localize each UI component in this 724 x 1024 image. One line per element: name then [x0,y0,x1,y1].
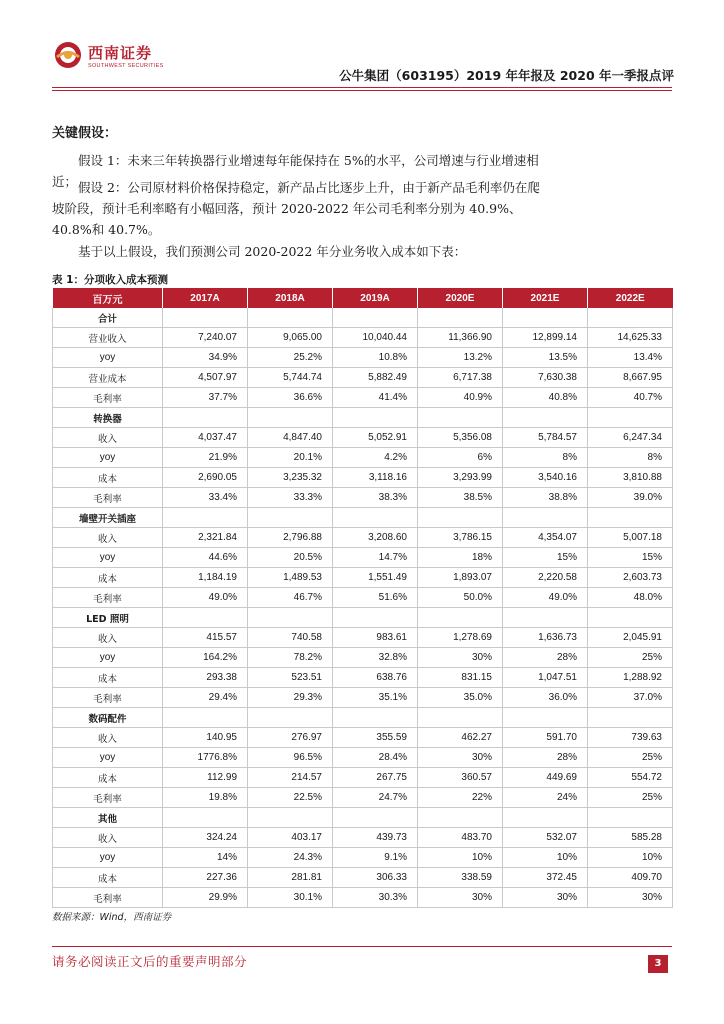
table-row [53,388,673,408]
value-cell: 324.24 [163,828,248,848]
table-row [53,768,673,788]
value-cell [418,408,503,428]
value-cell: 25% [588,788,673,808]
value-cell: 5,784.57 [503,428,588,448]
value-cell: 1776.8% [163,748,248,768]
value-cell: 3,118.16 [333,468,418,488]
footer-divider [52,946,672,947]
value-cell: 14.7% [333,548,418,568]
row-label-cell: 收入 [53,428,163,448]
table-row [53,648,673,668]
value-cell [588,408,673,428]
value-cell: 483.70 [418,828,503,848]
value-cell: 439.73 [333,828,418,848]
assumption-1: 假设 1：未来三年转换器行业增速每年能保持在 5%的水平，公司增速与行业增速相近； [52,153,539,189]
value-cell: 14% [163,848,248,868]
value-cell [503,508,588,528]
value-cell: 15% [503,548,588,568]
value-cell: 4.2% [333,448,418,468]
value-cell: 32.8% [333,648,418,668]
value-cell [163,808,248,828]
value-cell: 164.2% [163,648,248,668]
value-cell: 10,040.44 [333,328,418,348]
value-cell: 38.8% [503,488,588,508]
value-cell [418,508,503,528]
value-cell: 30.1% [248,888,333,908]
row-label-cell: 收入 [53,728,163,748]
value-cell [588,808,673,828]
value-cell: 40.9% [418,388,503,408]
value-cell: 7,240.07 [163,328,248,348]
value-cell: 40.7% [588,388,673,408]
value-cell: 2,796.88 [248,528,333,548]
value-cell: 554.72 [588,768,673,788]
value-cell: 29.3% [248,688,333,708]
value-cell: 40.8% [503,388,588,408]
table-header-cell: 2018A [248,288,333,308]
value-cell [163,708,248,728]
value-cell: 25% [588,748,673,768]
table-row [53,628,673,648]
logo-text-en: SOUTHWEST SECURITIES [88,63,164,69]
row-label-cell: 成本 [53,668,163,688]
table-row [53,888,673,908]
value-cell: 276.97 [248,728,333,748]
value-cell [503,708,588,728]
value-cell: 78.2% [248,648,333,668]
table-section-row [53,508,673,528]
value-cell: 24% [503,788,588,808]
value-cell [163,608,248,628]
value-cell: 3,786.15 [418,528,503,548]
value-cell: 30% [588,888,673,908]
value-cell: 2,321.84 [163,528,248,548]
value-cell [588,708,673,728]
value-cell: 10% [588,848,673,868]
table-header-cell: 2021E [503,288,588,308]
value-cell [333,508,418,528]
value-cell: 19.8% [163,788,248,808]
value-cell: 39.0% [588,488,673,508]
value-cell: 6% [418,448,503,468]
table-row [53,348,673,368]
value-cell: 6,247.34 [588,428,673,448]
value-cell: 8% [588,448,673,468]
value-cell: 48.0% [588,588,673,608]
value-cell: 34.9% [163,348,248,368]
table-row [53,728,673,748]
row-label-cell: 数码配件 [53,708,163,728]
header-divider [52,87,672,88]
value-cell: 9,065.00 [248,328,333,348]
value-cell: 10.8% [333,348,418,368]
value-cell: 20.1% [248,448,333,468]
value-cell: 22% [418,788,503,808]
value-cell: 1,288.92 [588,668,673,688]
value-cell: 1,636.73 [503,628,588,648]
row-label-cell: 成本 [53,468,163,488]
value-cell: 46.7% [248,588,333,608]
value-cell: 3,540.16 [503,468,588,488]
value-cell: 41.4% [333,388,418,408]
value-cell [503,408,588,428]
row-label-cell: 收入 [53,628,163,648]
table-row [53,748,673,768]
value-cell: 523.51 [248,668,333,688]
logo-emblem-icon [53,40,83,70]
value-cell: 293.38 [163,668,248,688]
value-cell: 10% [418,848,503,868]
value-cell: 8,667.95 [588,368,673,388]
value-cell: 10% [503,848,588,868]
row-label-cell: 成本 [53,868,163,888]
value-cell: 30% [418,648,503,668]
value-cell: 30% [418,888,503,908]
value-cell: 20.5% [248,548,333,568]
value-cell: 403.17 [248,828,333,848]
row-label-cell: yoy [53,848,163,868]
table-section-row [53,308,673,328]
value-cell: 13.5% [503,348,588,368]
value-cell: 5,052.91 [333,428,418,448]
value-cell: 21.9% [163,448,248,468]
value-cell: 415.57 [163,628,248,648]
value-cell: 11,366.90 [418,328,503,348]
value-cell: 831.15 [418,668,503,688]
table-row [53,668,673,688]
value-cell: 140.95 [163,728,248,748]
value-cell: 585.28 [588,828,673,848]
value-cell: 1,184.19 [163,568,248,588]
value-cell: 22.5% [248,788,333,808]
value-cell [588,508,673,528]
table-row [53,848,673,868]
value-cell: 449.69 [503,768,588,788]
section-heading: 关键假设： [52,126,118,141]
row-label-cell: 转换器 [53,408,163,428]
value-cell: 33.4% [163,488,248,508]
value-cell: 14,625.33 [588,328,673,348]
value-cell: 15% [588,548,673,568]
value-cell [418,808,503,828]
value-cell [163,508,248,528]
value-cell: 29.9% [163,888,248,908]
value-cell [418,308,503,328]
value-cell: 6,717.38 [418,368,503,388]
value-cell: 12,899.14 [503,328,588,348]
table-row [53,328,673,348]
value-cell: 532.07 [503,828,588,848]
value-cell [588,608,673,628]
value-cell: 30% [418,748,503,768]
table-row [53,688,673,708]
value-cell: 51.6% [333,588,418,608]
table-row [53,788,673,808]
row-label-cell: 毛利率 [53,488,163,508]
value-cell: 2,603.73 [588,568,673,588]
value-cell: 25.2% [248,348,333,368]
value-cell: 49.0% [503,588,588,608]
value-cell [333,708,418,728]
value-cell: 3,293.99 [418,468,503,488]
table-section-row [53,608,673,628]
table-section-row [53,408,673,428]
value-cell: 267.75 [333,768,418,788]
forecast-intro: 基于以上假设，我们预测公司 2020-2022 年分业务收入成本如下表： [78,244,467,259]
table-row [53,368,673,388]
value-cell: 49.0% [163,588,248,608]
header-divider-secondary [52,90,672,91]
table-section-row [53,808,673,828]
value-cell [163,408,248,428]
value-cell: 462.27 [418,728,503,748]
page-number: 3 [648,955,668,973]
value-cell [163,308,248,328]
value-cell: 24.7% [333,788,418,808]
footer-disclaimer: 请务必阅读正文后的重要声明部分 [52,954,248,969]
row-label-cell: yoy [53,748,163,768]
row-label-cell: 成本 [53,568,163,588]
value-cell: 372.45 [503,868,588,888]
value-cell: 214.57 [248,768,333,788]
table-row [53,828,673,848]
value-cell: 13.4% [588,348,673,368]
table-row [53,588,673,608]
value-cell: 35.1% [333,688,418,708]
value-cell: 30% [503,888,588,908]
table-header-row [53,288,673,308]
value-cell [503,308,588,328]
value-cell: 5,356.08 [418,428,503,448]
value-cell: 5,007.18 [588,528,673,548]
value-cell: 13.2% [418,348,503,368]
table-row [53,428,673,448]
value-cell: 739.63 [588,728,673,748]
value-cell: 4,847.40 [248,428,333,448]
table-section-row [53,708,673,728]
value-cell [248,708,333,728]
value-cell: 38.3% [333,488,418,508]
table-row [53,548,673,568]
value-cell: 1,278.69 [418,628,503,648]
value-cell [418,708,503,728]
value-cell: 4,507.97 [163,368,248,388]
table-row [53,528,673,548]
value-cell: 740.58 [248,628,333,648]
value-cell: 1,047.51 [503,668,588,688]
row-label-cell: 毛利率 [53,388,163,408]
value-cell: 8% [503,448,588,468]
value-cell: 360.57 [418,768,503,788]
row-label-cell: 收入 [53,828,163,848]
data-source-note: 数据来源：Wind，西南证券 [52,912,172,923]
value-cell: 35.0% [418,688,503,708]
value-cell: 29.4% [163,688,248,708]
value-cell: 25% [588,648,673,668]
table-body [53,308,673,908]
row-label-cell: 墙壁开关插座 [53,508,163,528]
value-cell: 4,037.47 [163,428,248,448]
value-cell: 112.99 [163,768,248,788]
value-cell: 24.3% [248,848,333,868]
table-row [53,468,673,488]
value-cell [333,608,418,628]
row-label-cell: 毛利率 [53,688,163,708]
row-label-cell: yoy [53,548,163,568]
company-logo [53,40,183,74]
value-cell: 227.36 [163,868,248,888]
row-label-cell: 其他 [53,808,163,828]
value-cell: 36.0% [503,688,588,708]
value-cell [333,408,418,428]
value-cell: 28.4% [333,748,418,768]
value-cell: 38.5% [418,488,503,508]
value-cell: 983.61 [333,628,418,648]
value-cell: 44.6% [163,548,248,568]
row-label-cell: yoy [53,448,163,468]
value-cell: 1,489.53 [248,568,333,588]
value-cell: 4,354.07 [503,528,588,548]
table-caption: 表 1：分项收入成本预测 [52,274,168,286]
table-row [53,568,673,588]
value-cell: 338.59 [418,868,503,888]
value-cell: 1,893.07 [418,568,503,588]
value-cell: 96.5% [248,748,333,768]
row-label-cell: 收入 [53,528,163,548]
value-cell: 28% [503,748,588,768]
value-cell [503,608,588,628]
value-cell [588,308,673,328]
value-cell [333,808,418,828]
value-cell: 37.0% [588,688,673,708]
assumption-2: 假设 2：公司原材料价格保持稳定，新产品占比逐步上升，由于新产品毛利率仍在爬坡阶段，预计毛利率略有小幅回落，预计 2020-2022 年公司毛利率分别为 40.9%、40.8%和 40.7%。 [52,180,540,237]
table-header-cell: 2017A [163,288,248,308]
row-label-cell: yoy [53,648,163,668]
row-label-cell: 毛利率 [53,788,163,808]
row-label-cell: 营业收入 [53,328,163,348]
table-row [53,448,673,468]
value-cell: 591.70 [503,728,588,748]
value-cell: 281.81 [248,868,333,888]
row-label-cell: 营业成本 [53,368,163,388]
value-cell: 2,690.05 [163,468,248,488]
value-cell: 30.3% [333,888,418,908]
value-cell: 3,235.32 [248,468,333,488]
value-cell [248,408,333,428]
row-label-cell: yoy [53,348,163,368]
logo-text-cn: 西南证券 [88,44,153,62]
row-label-cell: LED 照明 [53,608,163,628]
value-cell: 9.1% [333,848,418,868]
value-cell [248,608,333,628]
value-cell: 7,630.38 [503,368,588,388]
table-header-cell: 2022E [588,288,673,308]
row-label-cell: 合计 [53,308,163,328]
value-cell: 33.3% [248,488,333,508]
forecast-table [52,288,673,908]
value-cell [503,808,588,828]
table-row [53,868,673,888]
table-row [53,488,673,508]
value-cell [248,508,333,528]
value-cell: 28% [503,648,588,668]
value-cell: 5,882.49 [333,368,418,388]
value-cell: 3,810.88 [588,468,673,488]
value-cell: 18% [418,548,503,568]
value-cell: 2,045.91 [588,628,673,648]
row-label-cell: 毛利率 [53,588,163,608]
value-cell: 2,220.58 [503,568,588,588]
value-cell [248,308,333,328]
value-cell: 37.7% [163,388,248,408]
value-cell: 36.6% [248,388,333,408]
value-cell: 638.76 [333,668,418,688]
value-cell: 409.70 [588,868,673,888]
value-cell: 355.59 [333,728,418,748]
table-header-cell: 百万元 [53,288,163,308]
table-header-cell: 2019A [333,288,418,308]
row-label-cell: 成本 [53,768,163,788]
table-header-cell: 2020E [418,288,503,308]
row-label-cell: 毛利率 [53,888,163,908]
value-cell: 306.33 [333,868,418,888]
value-cell: 3,208.60 [333,528,418,548]
value-cell: 50.0% [418,588,503,608]
value-cell [418,608,503,628]
report-title: 公牛集团（603195）2019 年年报及 2020 年一季报点评 [339,68,674,83]
value-cell: 1,551.49 [333,568,418,588]
value-cell: 5,744.74 [248,368,333,388]
value-cell [248,808,333,828]
value-cell [333,308,418,328]
